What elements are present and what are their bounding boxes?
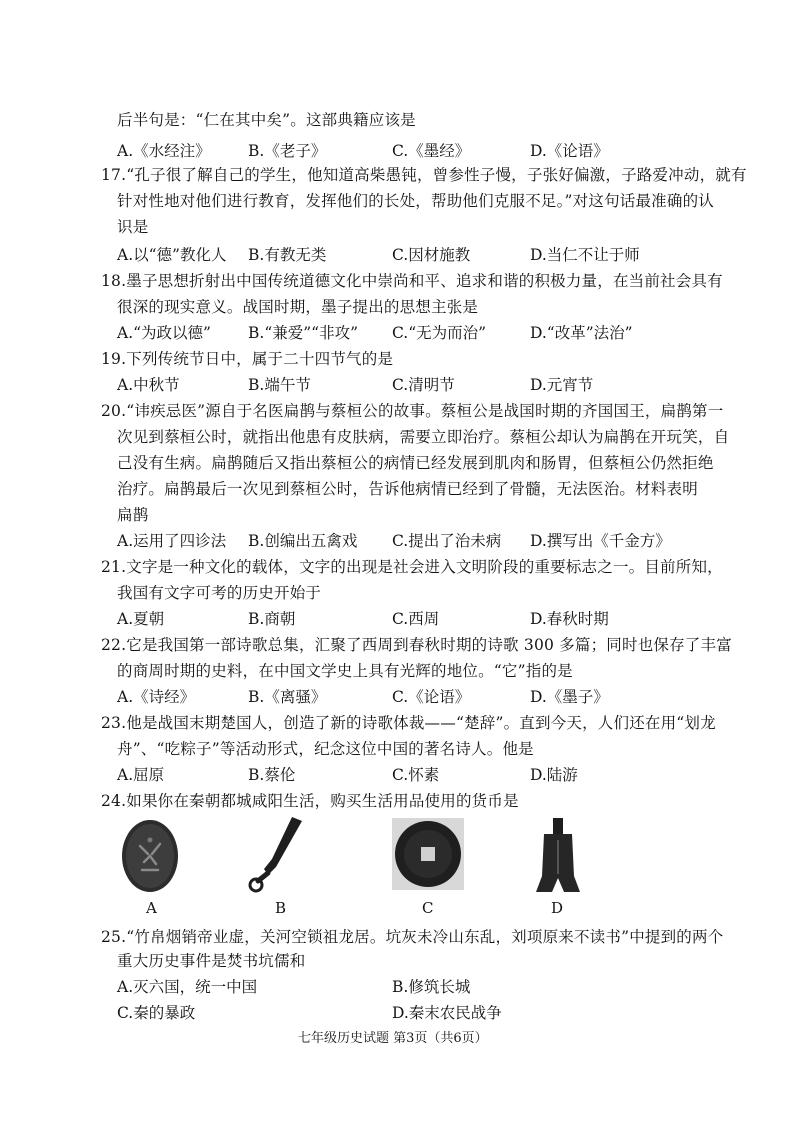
spade-coin-icon [530, 816, 586, 896]
coin-label-b: B [275, 899, 287, 917]
knife-coin-icon [246, 815, 306, 895]
q20-option-d: D.撰写出《千金方》 [530, 532, 671, 550]
q19-line-1: 19.下列传统节日中，属于二十四节气的是 [101, 350, 394, 368]
q21-option-a: A.夏朝 [117, 610, 165, 628]
q18-option-c: C.“无为而治” [392, 324, 487, 342]
q22-line-1: 22.它是我国第一部诗歌总集，汇聚了西周到春秋时期的诗歌 300 多篇；同时也保存了丰富 [101, 636, 732, 654]
q20-option-a: A.运用了四诊法 [117, 532, 227, 550]
page-footer: 七年级历史试题 第3页（共6页） [298, 1031, 488, 1046]
q21-line-2: 我国有文字可考的历史开始于 [117, 584, 322, 602]
intro-option-a: A.《水经注》 [117, 142, 211, 160]
q19-option-c: C.清明节 [392, 376, 455, 394]
intro-option-b: B.《老子》 [248, 142, 327, 160]
q20-line-3: 己没有生病。扁鹊随后又指出蔡桓公的病情已经发展到肌肉和肠胃，但蔡桓公仍然拒绝 [117, 454, 714, 472]
q17-option-b: B.有教无类 [248, 246, 327, 264]
q21-line-1: 21.文字是一种文化的载体，文字的出现是社会进入文明阶段的重要标志之一。目前所知， [101, 558, 723, 576]
q22-option-b: B.《离骚》 [248, 688, 327, 706]
q25-line-2: 重大历史事件是焚书坑儒和 [117, 952, 306, 970]
q23-line-1: 23.他是战国末期楚国人，创造了新的诗歌体裁——“楚辞”。直到今天，人们还在用“划龙 [101, 714, 716, 732]
coin-label-d: D [551, 899, 564, 917]
coin-label-c: C [422, 899, 434, 917]
q20-option-c: C.提出了治未病 [392, 532, 502, 550]
q17-option-d: D.当仁不让于师 [530, 246, 640, 264]
q25-line-1: 25.“竹帛烟销帝业虚，关河空锁祖龙居。坑灰未冷山东乱，刘项原来不读书”中提到的两个 [101, 928, 724, 946]
q18-option-a: A.“为政以德” [117, 324, 211, 342]
q22-option-c: C.《论语》 [392, 688, 471, 706]
q19-option-d: D.元宵节 [530, 376, 594, 394]
round-coin-icon [392, 818, 464, 890]
q20-line-5: 扁鹊 [117, 506, 149, 524]
q23-option-d: D.陆游 [530, 766, 578, 784]
q21-option-c: C.西周 [392, 610, 440, 628]
q20-line-4: 治疗。扁鹊最后一次见到蔡桓公时，告诉他病情已经到了骨髓，无法医治。材料表明 [117, 480, 698, 498]
q20-line-1: 20.“讳疾忌医”源自于名医扁鹊与蔡桓公的故事。蔡桓公是战国时期的齐国国王，扁鹊第一 [101, 402, 724, 420]
q23-option-b: B.蔡伦 [248, 766, 296, 784]
intro-line: 后半句是：“仁在其中矣”。这部典籍应该是 [117, 111, 416, 129]
q22-line-2: 的商周时期的史料，在中国文学史上具有光辉的地位。“它”指的是 [117, 662, 573, 680]
q21-option-b: B.商朝 [248, 610, 296, 628]
q19-option-a: A.中秋节 [117, 376, 180, 394]
q17-line-2: 针对性地对他们进行教育，发挥他们的长处，帮助他们克服不足。”对这句话最准确的认 [117, 192, 714, 210]
q25-option-d: D.秦末农民战争 [392, 1004, 502, 1022]
q23-line-2: 舟”、“吃粽子”等活动形式，纪念这位中国的著名诗人。他是 [117, 740, 534, 758]
q18-line-2: 很深的现实意义。战国时期，墨子提出的思想主张是 [117, 298, 479, 316]
q20-line-2: 次见到蔡桓公时，就指出他患有皮肤病，需要立即治疗。蔡桓公却认为扁鹊在开玩笑，自 [117, 428, 730, 446]
q17-line-3: 识是 [117, 218, 149, 236]
q24-line-1: 24.如果你在秦朝都城咸阳生活，购买生活用品使用的货币是 [101, 792, 519, 810]
q18-line-1: 18.墨子思想折射出中国传统道德文化中崇尚和平、追求和谐的积极力量，在当前社会具有 [101, 272, 723, 290]
q23-option-a: A.屈原 [117, 766, 165, 784]
q22-option-a: A.《诗经》 [117, 688, 196, 706]
q18-option-b: B.“兼爱”“非攻” [248, 324, 359, 342]
q17-option-c: C.因材施教 [392, 246, 471, 264]
q18-option-d: D.“改革”法治” [530, 324, 633, 342]
q23-option-c: C.怀素 [392, 766, 440, 784]
q25-option-b: B.修筑长城 [392, 978, 471, 996]
intro-option-c: C.《墨经》 [392, 142, 471, 160]
ant-nose-coin-icon [120, 818, 180, 894]
q17-option-a: A.以“德”教化人 [117, 246, 227, 264]
q22-option-d: D.《墨子》 [530, 688, 609, 706]
q20-option-b: B.创编出五禽戏 [248, 532, 358, 550]
q17-line-1: 17.“孔子很了解自己的学生，他知道高柴愚钝，曾参性子慢，子张好偏激，子路爱冲动，就有 [101, 166, 747, 184]
q21-option-d: D.春秋时期 [530, 610, 609, 628]
coin-label-a: A [146, 899, 157, 917]
q19-option-b: B.端午节 [248, 376, 311, 394]
intro-option-d: D.《论语》 [530, 142, 609, 160]
q25-option-a: A.灭六国，统一中国 [117, 978, 258, 996]
q25-option-c: C.秦的暴政 [117, 1004, 196, 1022]
